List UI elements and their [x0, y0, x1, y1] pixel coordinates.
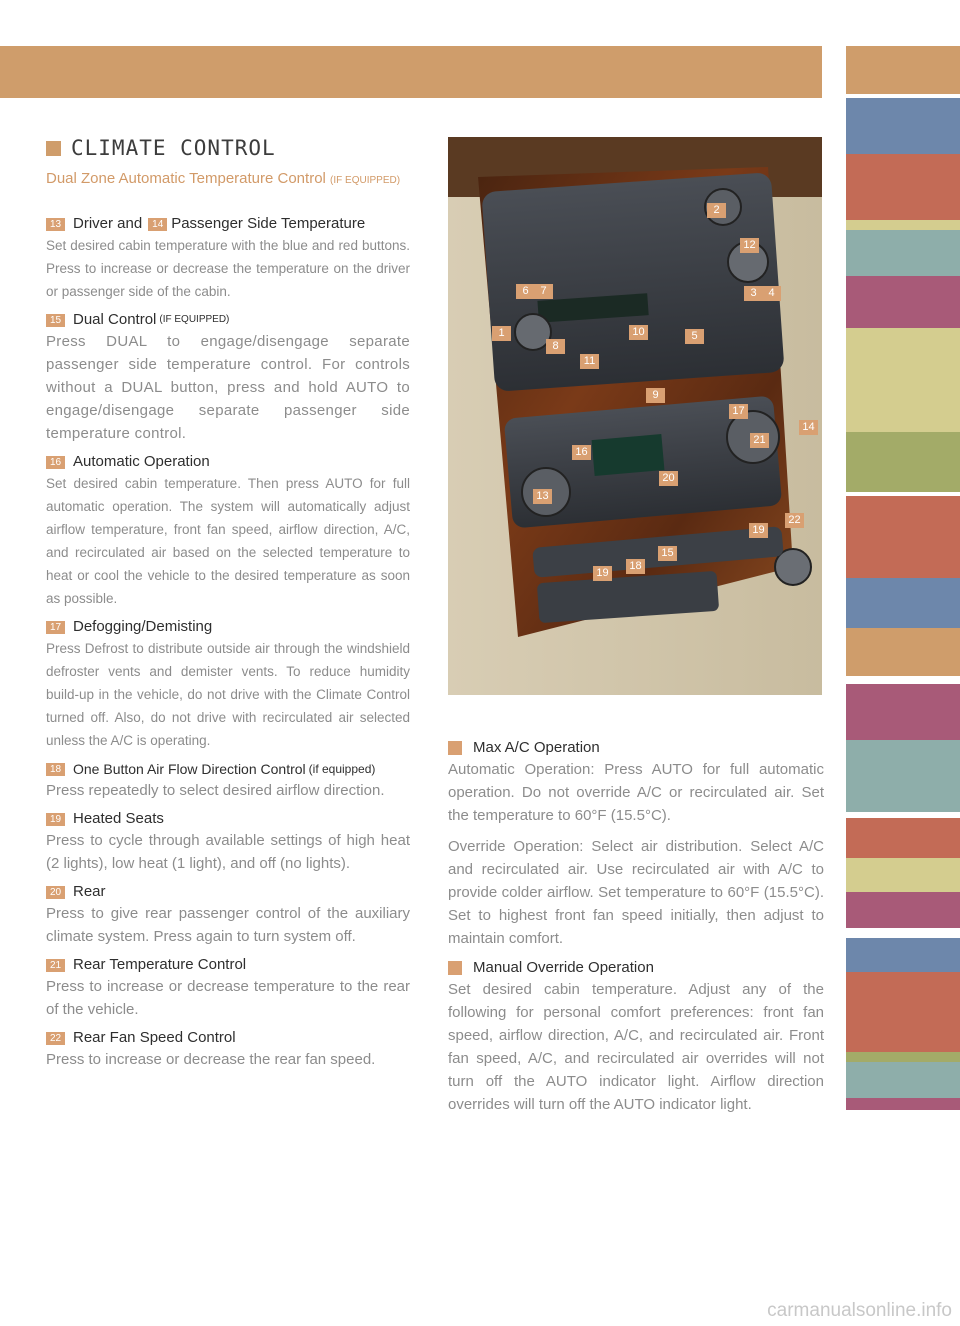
- color-tab: [846, 684, 960, 740]
- photo-callout: 19: [749, 523, 768, 538]
- item-body: Press to increase or decrease the rear fan speed.: [46, 1051, 376, 1068]
- color-tab: [846, 972, 960, 1052]
- item-title: Rear Temperature Control: [73, 956, 247, 973]
- item-body: Set desired cabin temperature with the blue and red buttons. Press to increase or decrease the temperature on the driver or passenger side of the cabin.: [46, 238, 410, 299]
- photo-callout: 22: [785, 513, 804, 528]
- item-manual-override: [448, 958, 824, 1116]
- item-heated-seats: [46, 809, 410, 875]
- color-tab: [846, 858, 960, 892]
- item-body: Press to give rear passenger control of the auxiliary climate system. Press again to turn system off.: [46, 905, 410, 945]
- color-tab: [846, 1062, 960, 1098]
- item-body: Press DUAL to engage/disengage separate passenger side temperature control. For controls without a DUAL button, press and hold AUTO to engage/disengage separate passenger side temperature control.: [46, 333, 410, 442]
- item-title-a: Driver and: [73, 215, 143, 232]
- subtitle: [46, 170, 400, 187]
- item-title: Manual Override Operation: [473, 959, 654, 976]
- item-dual-control: [46, 310, 410, 445]
- item-title: Rear Fan Speed Control: [73, 1029, 236, 1046]
- item-title: Defogging/Demisting: [73, 618, 213, 635]
- item-number-badge: 14: [148, 218, 167, 231]
- item-number-badge: 18: [46, 763, 65, 776]
- photo-callout: 1: [492, 326, 511, 341]
- item-body: Press Defrost to distribute outside air through the windshield defroster vents and demister vents. To reduce humidity build-up in the vehicle, do not drive with the Climate Control turned off. Also, do not drive with recirculated air selected unless the A/C is operating.: [46, 641, 410, 748]
- footer-watermark: carmanualsonline.info: [767, 1300, 952, 1321]
- photo-callout: 21: [750, 433, 769, 448]
- photo-callout: 16: [572, 445, 591, 460]
- item-body: Override Operation: Select air distribution. Select A/C and recirculated air. Use recirculated air with A/C to provide colder airflow. Set temperature to 60°F (15.5°C). Set to highest front fan speed initially, then adjust to maintain comfort.: [448, 838, 824, 947]
- subtitle-text: Dual Zone Automatic Temperature Control: [46, 170, 326, 187]
- photo-callout: 17: [729, 404, 748, 419]
- photo-callout: 4: [762, 286, 781, 301]
- color-tab: [846, 1098, 960, 1110]
- dashboard-illustration: [448, 137, 822, 695]
- item-number-badge: 13: [46, 218, 65, 231]
- color-tab: [846, 892, 960, 928]
- photo-callout: 6: [516, 284, 535, 299]
- photo-callout: 14: [799, 420, 818, 435]
- photo-callout: 15: [658, 546, 677, 561]
- item-body: Automatic Operation: Press AUTO for full automatic operation. Do not override A/C or recirculated air. Set the temperature to 60°F (15.5°C).: [448, 761, 824, 824]
- item-rear: [46, 882, 410, 948]
- color-tab: [846, 740, 960, 812]
- color-tab: [846, 220, 960, 230]
- item-defogging: [46, 617, 410, 752]
- right-column: [448, 738, 824, 1124]
- photo-callout: 10: [629, 325, 648, 340]
- photo-callout: 12: [740, 238, 759, 253]
- color-tab: [846, 276, 960, 328]
- color-tab: [846, 154, 960, 220]
- top-color-bar: [0, 46, 822, 98]
- item-number-badge: 15: [46, 314, 65, 327]
- color-tab: [846, 496, 960, 578]
- item-note: (if equipped): [308, 762, 376, 776]
- color-tab: [846, 1052, 960, 1062]
- item-number-badge: 21: [46, 959, 65, 972]
- item-note: (IF EQUIPPED): [159, 314, 230, 325]
- item-number-badge: 22: [46, 1032, 65, 1045]
- color-tab: [846, 578, 960, 628]
- photo-callout: 18: [626, 559, 645, 574]
- subtitle-note: (IF EQUIPPED): [330, 175, 401, 186]
- item-title: Heated Seats: [73, 810, 164, 827]
- section-square-icon: [448, 961, 462, 975]
- item-body: Press to cycle through available settings of high heat (2 lights), low heat (1 light), and off (no lights).: [46, 832, 410, 872]
- photo-callout: 8: [546, 339, 565, 354]
- item-max-ac: [448, 738, 824, 950]
- item-body: Press repeatedly to select desired airflow direction.: [46, 782, 385, 799]
- item-title: Dual Control: [73, 311, 157, 328]
- item-automatic-operation: [46, 452, 410, 610]
- item-rear-fan: [46, 1028, 410, 1071]
- section-square-icon: [448, 741, 462, 755]
- photo-callout: 20: [659, 471, 678, 486]
- item-body: Set desired cabin temperature. Adjust any of the following for personal comfort preferences: front fan speed, airflow direction, A/C, and recirculated air. Front fan speed, A/C, and recirculated air overrides will not turn off the AUTO indicator light. Airflow direction overrides will turn off the AUTO indicator light.: [448, 981, 824, 1113]
- item-title: Max A/C Operation: [473, 739, 600, 756]
- item-title: One Button Air Flow Direction Control: [73, 761, 306, 777]
- item-temperature: [46, 214, 410, 303]
- color-tab: [846, 938, 960, 972]
- color-tab: [846, 46, 960, 94]
- item-body: Press to increase or decrease temperature to the rear of the vehicle.: [46, 978, 410, 1018]
- color-tab: [846, 818, 960, 858]
- photo-callout: 9: [646, 388, 665, 403]
- color-tab: [846, 98, 960, 154]
- photo-callout: 11: [580, 354, 599, 369]
- item-number-badge: 17: [46, 621, 65, 634]
- section-title: [46, 136, 276, 160]
- item-rear-temperature: [46, 955, 410, 1021]
- photo-callout: 7: [534, 284, 553, 299]
- title-square-icon: [46, 141, 61, 156]
- item-number-badge: 19: [46, 813, 65, 826]
- item-number-badge: 16: [46, 456, 65, 469]
- color-tab: [846, 230, 960, 276]
- photo-callout: 19: [593, 566, 612, 581]
- color-tab: [846, 328, 960, 432]
- item-number-badge: 20: [46, 886, 65, 899]
- photo-callout: 13: [533, 489, 552, 504]
- photo-callout: 5: [685, 329, 704, 344]
- item-title-b: Passenger Side Temperature: [171, 215, 366, 232]
- item-title: Rear: [73, 883, 106, 900]
- item-air-flow: [46, 759, 410, 802]
- left-column: [46, 214, 410, 1078]
- item-body: Set desired cabin temperature. Then press AUTO for full automatic operation. The system will automatically adjust airflow temperature, front fan speed, airflow direction, A/C, and recirculated air based on the selected temperature to heat or cool the vehicle to the desired temperature as soon as possible.: [46, 476, 410, 606]
- photo-callout: 2: [707, 203, 726, 218]
- color-tab: [846, 432, 960, 492]
- section-title-text: CLIMATE CONTROL: [71, 136, 276, 160]
- photo-callout: 3: [744, 286, 763, 301]
- dashboard-photo: [448, 137, 822, 695]
- color-tab: [846, 628, 960, 676]
- item-title: Automatic Operation: [73, 453, 210, 470]
- color-tabs: [846, 46, 960, 1110]
